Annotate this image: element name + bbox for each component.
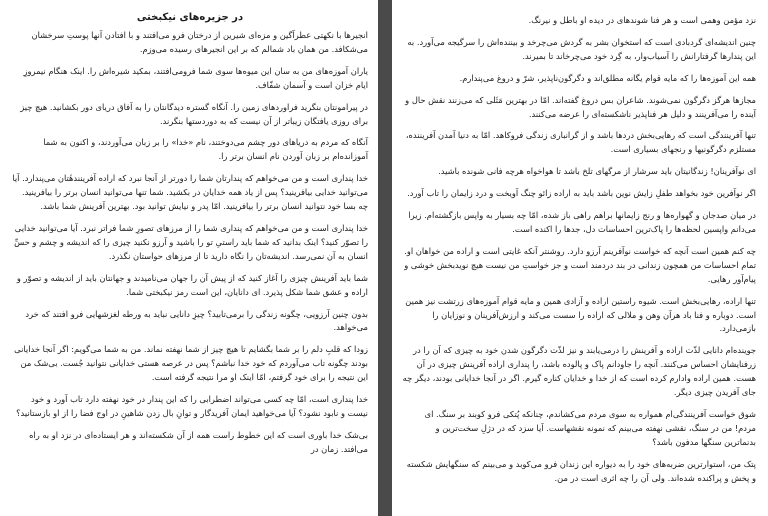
right-page [392, 0, 768, 516]
left-page [0, 0, 378, 516]
paragraph: انجیرها با نکهتی عطرآگین و مزه‌ای شیرین از درختان فرو می‌افتند و با افتادن آنها پوستِ سرخشان می‌شکافد. من همان باد شمالم که بر این انجیرهای رسیده می‌وزم. [31, 30, 368, 54]
paragraph: چه کنم همین است آنچه که خواست نوآفرینم آرزو دارد. روشنتر آنکه غایتی است و اراده من خواهان او. تمام احساسات من همچون زندانی در بند دردمند است و جز خواستِ من نیست هیچ نویدبخش خوشی و پیام‌آور رهایی. [404, 245, 756, 284]
paragraph: تنها اراده، رهایی‌بخش است. شیوه راستین اراده و آزادی همین و مایه قوام آموزه‌های زرتشت نیز همین است. دوباره و فنا باد هرآن وهن و ملالی که اراده را سست می‌کند و ارزش‌آفرینان و نوزایان را بازمی‌دارد. [405, 295, 756, 334]
paragraph: بدون چنین آرزویی، چگونه زندگی را برمی‌تابید؟ چیزِ دانایی نباید به ورطه لغزشهایی فرو افتند که خرد می‌خواهد. [25, 308, 368, 333]
paragraph: مجازها هرگز دگرگون نمی‌شوند. شاعران بس دروغ گفته‌اند. امّا در بهترین مَثَلی که می‌زنند نقش حال و آینده را می‌آفرینند و دلیل هر فناپذیر ناشکسته‌ای را عرضه می‌کنند. [405, 94, 756, 119]
chapter-title: در جزیره‌های نیکبختی [136, 12, 244, 23]
paragraph: خدا پنداری است و من می‌خواهم که پندارتان شما را دورتر از آنجا نبرد که اراده آفرینندهٔتان می‌پندارد. آیا می‌توانید خدایی بیافرینید؟ پس از یاد همه خدایان در بکشید. شما تنها می‌توانید انسان برتر را بیافرینید. چه بسا خود نتوانید انسان برتر را بیافرینید. امّا پدر و نیایش توانید بود. بهترین آفرینش شما باشد. [12, 173, 368, 212]
paragraph: ای نوآفرینان! زندگانیتان باید سرشار از مرگهای تلخ باشد تا هواخواه هرچه فانی شونده باشید. [438, 166, 756, 177]
paragraph: بی‌شک خدا باوری است که این خطوط راست همه از آن شکسته‌اند و هر ایستاده‌ای در نزد او به راه می‌افتد. زمان در [29, 429, 368, 454]
page-gutter [378, 0, 392, 516]
paragraph: نزد مؤمن وهمی است و هر فنا شوندهای در دیده او باطل و نیرنگ. [528, 15, 756, 25]
paragraph: در پیرامونتان بنگرید فراوردهای زمین را. آنگاه گستره دیدگانتان را به آفاق دریای دور بکشانید. هیچ چیز برای روزی یافتگان زیباتر از آن نیست که به دوردستها بنگرند. [20, 101, 368, 126]
paragraph: زودا که قلبِ دلم را بر شما بگشایم تا هیچ چیز از شما نهفته نماند. من به شما می‌گویم: اگر آنجا خدایانی بودند چگونه تاب می‌آوردم که خود خدا نباشم؟ پس در عرصه هستی خدایانی نتوانید جُست. بی‌شک من این نتیجه را برای خود گرفتم، امّا اینک او مرا نتیجه گرفته است. [14, 344, 368, 383]
paragraph: یاران آموزه‌های من به سان این میوه‌ها سوی شما فرومی‌افتند، بمکید شیره‌اش را. اینک هنگام نیمروزِ ایام خزان است و آسمان شفّاف. [23, 65, 368, 90]
paragraph: جوینده‌ام دانایی لذّت اراده و آفرینش را درمی‌یابند و نیز لذّت دگرگون شدن خود به چیزی که آن را در زرفنایشان احساس می‌کنند. آنچه را جاودانم پاک و پالوده باشد، را پنداری اراده آفرینش چیزی در آن هست. همین اراده وادارم کرده است که از خدا و خدایان کناره گیرم. اگر در آنجا خدایانی بودند، دیگر چه جای آفریدن چیزی دیگر. [402, 345, 756, 398]
paragraph: همه این آموزه‌ها را که مایه قوام یگانه مطلق‌اند و دگرگون‌ناپذیر، شرّ و دروغ می‌پندارم. [459, 72, 756, 83]
paragraph: اگر نوآفرین خود بخواهد طفلِ زایش نوین باشد باید به اراده زائو چنگ آویخت و درد زایمان را تاب آورد. [407, 188, 756, 199]
paragraph: آنگاه که مردم به دریاهای دور چشم می‌دوختند، نام «خدا» را بر زبان می‌آوردند، و اکنون به شما آموزانده‌ام بر زبان آوردن نام انسان برتر را. [43, 137, 368, 162]
paragraph: پتک من، استوارترین ضربه‌های خود را به دیواره این زندان فرو می‌کوبد و می‌بینم که سنگهایش شکسته و پخش و پراکنده شده‌اند. ولی آن را چه اثری است در من. [406, 458, 756, 483]
paragraph: خدا پنداری است و من می‌خواهم که پنداری شما را از مرزهای تصورِ شما فراتر نبرد. آیا می‌توانید خدایی را تصوّر کنید؟ اینک بدانید که شما باید راستیِ تو را باشید و آرزو نکنید چیزی را که اندیشه و چشم و حسِّ انسان به آن نمی‌رسد. اندیشه‌تان را نگاه دارید تا از مرزهای حواستان نگذرد. [14, 222, 368, 261]
paragraph: چنین اندیشه‌ای گردبادی است که استخوان بشر به گردش می‌چرخد و بیننده‌اش را سرگیجه می‌آورد. به این پندارها گرفتارانش را آسیاب‌وار، به گِرد خود می‌چرخاند تا بمیرند. [407, 36, 756, 61]
paragraph: تنها آفرینندگی است که رهایی‌بخش دردها باشد و از گرانباری زندگی فروکاهد. امّا به دنیا آمدن آفریننده، مستلزم دگرگونیها و رنجهای بسیاری است. [405, 130, 756, 155]
paragraph: شوق خواست آفرینندگی‌ام همواره به سوی مردم می‌کشاندم، چنانکه پُتکی فرو کوبند بر سنگ. ای مردم! من در سنگ، نقشی نهفته می‌بینم که نمونه نقشهاست. آیا سزد که در دژلِ سخت‌ترین و بدنماترین سنگها مدفون باشد؟ [424, 408, 756, 447]
paragraph: شما باید آفرینش چیزی را آغاز کنید که از پیش آن را جهان می‌نامیدند و جهانتان باید از اندیشه و تصوّر و اراده و عشق شما شکل پذیرد. ای دانایان، این است رمز نیکبختی شما. [16, 272, 368, 297]
paragraph: خدا پنداری است، امّا چه کسی می‌تواند اضطرابی را که این پندار در خود نهفته دارد تاب آورد و خود نیست و نابود نشود؟ آیا می‌خواهید ایمان آفریدگار و توانِ بال زدن شاهین‌ِ در اوج فضا را از او بازستانید؟ [16, 394, 368, 418]
paragraph: در میان صدجان و گهواره‌ها و رنج زایمانها براهم راهی باز شده، امّا چه بسیار به واپس بازگشته‌ام. زیرا می‌دانم واپسین لحظه‌ها را پاک‌ترین احساسات دل، جدها را اکنده است. [408, 210, 756, 234]
